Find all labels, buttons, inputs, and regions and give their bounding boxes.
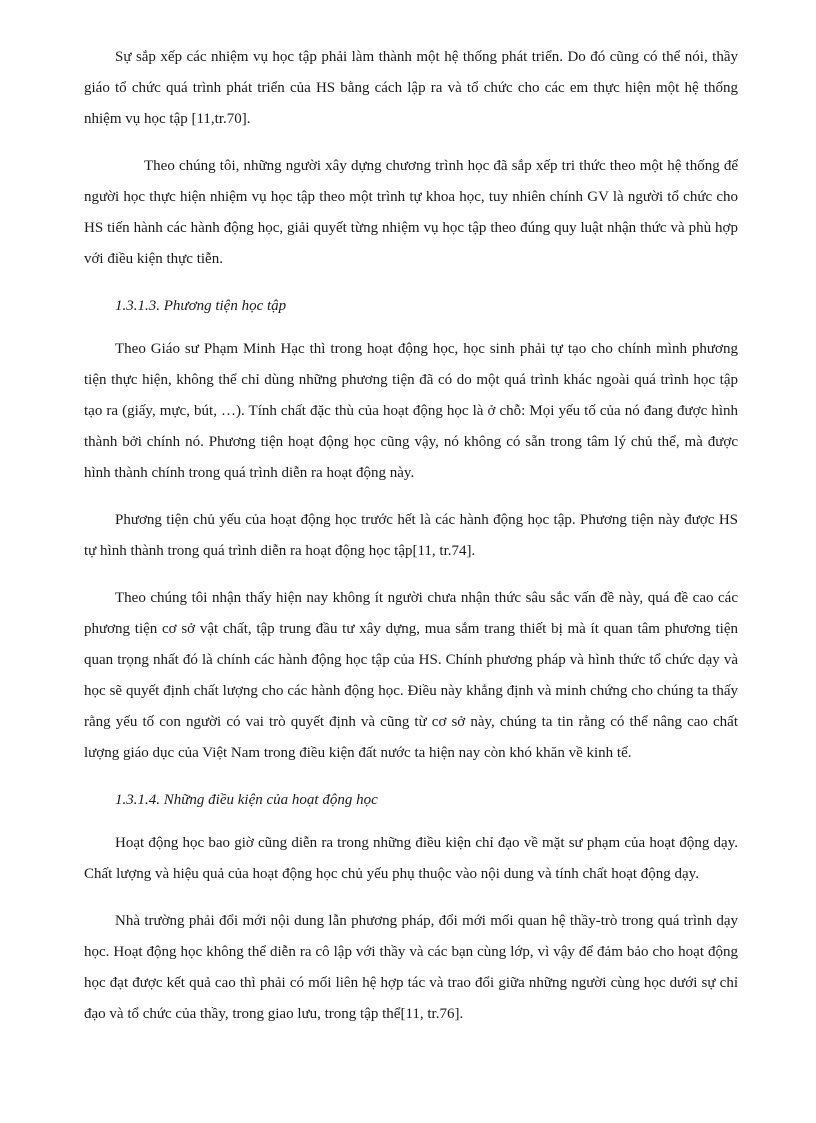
- paragraph-7: Nhà trường phải đổi mới nội dung lẫn phương pháp, đổi mới mối quan hệ thầy-trò trong quá trình dạy học. Hoạt động học không thể diễn ra cô lập với thầy và các bạn cùng lớp, vì vậy để đảm bảo cho hoạt động học đạt được kết quả cao thì phải có mối liên hệ hợp tác và trao đổi giữa những người cùng học dưới sự chỉ đạo và tổ chức của thầy, trong giao lưu, trong tập thể[11, tr.76].: [84, 913, 738, 1022]
- section-heading-1-3-1-4: 1.3.1.4. Những điều kiện của hoạt động học: [115, 792, 378, 808]
- section-heading-1-3-1-3: 1.3.1.3. Phương tiện học tập: [115, 298, 287, 314]
- paragraph-4: Phương tiện chủ yếu của hoạt động học trước hết là các hành động học tập. Phương tiện này được HS tự hình thành trong quá trình diễn ra hoạt động học tập[11, tr.74].: [84, 512, 738, 559]
- paragraph-1: Sự sắp xếp các nhiệm vụ học tập phải làm thành một hệ thống phát triển. Do đó cũng có thể nói, thầy giáo tổ chức quá trình phát triển của HS bằng cách lập ra và tổ chức cho các em thực hiện một hệ thống nhiệm vụ học tập [11,tr.70].: [84, 49, 738, 127]
- paragraph-2: Theo chúng tôi, những người xây dựng chương trình học đã sắp xếp tri thức theo một hệ thống để người học thực hiện nhiệm vụ học tập theo một trình tự khoa học, tuy nhiên chính GV là người tổ chức cho HS tiến hành các hành động học, giải quyết từng nhiệm vụ học tập theo đúng quy luật nhận thức và phù hợp với điều kiện thực tiễn.: [84, 158, 738, 267]
- paragraph-6: Hoạt động học bao giờ cũng diễn ra trong những điều kiện chỉ đạo về mặt sư phạm của hoạt động dạy. Chất lượng và hiệu quả của hoạt động học chủ yếu phụ thuộc vào nội dung và tính chất hoạt động dạy.: [84, 835, 738, 882]
- document-page: [84, 42, 738, 1046]
- paragraph-3: Theo Giáo sư Phạm Minh Hạc thì trong hoạt động học, học sinh phải tự tạo cho chính mình phương tiện thực hiện, không thể chỉ dùng những phương tiện đã có do một quá trình khác ngoài quá trình học tập tạo ra (giấy, mực, bút, …). Tính chất đặc thù của hoạt động học là ở chỗ: Mọi yếu tố của nó đang được hình thành bởi chính nó. Phương tiện hoạt động học cũng vậy, nó không có sẵn trong tâm lý chủ thể, mà được hình thành chính trong quá trình diễn ra hoạt động này.: [84, 341, 738, 481]
- paragraph-5: Theo chúng tôi nhận thấy hiện nay không ít người chưa nhận thức sâu sắc vấn đề này, quá đề cao các phương tiện cơ sở vật chất, tập trung đầu tư xây dựng, mua sắm trang thiết bị mà ít quan tâm phương tiện quan trọng nhất đó là chính các hành động học tập của HS. Chính phương pháp và hình thức tổ chức dạy và học sẽ quyết định chất lượng cho các hành động học. Điều này khẳng định và minh chứng cho chúng ta thấy rằng yếu tố con người có vai trò quyết định và cũng từ cơ sở này, chúng ta tin rằng có thể nâng cao chất lượng giáo dục của Việt Nam trong điều kiện đất nước ta hiện nay còn khó khăn về kinh tế.: [84, 590, 738, 761]
